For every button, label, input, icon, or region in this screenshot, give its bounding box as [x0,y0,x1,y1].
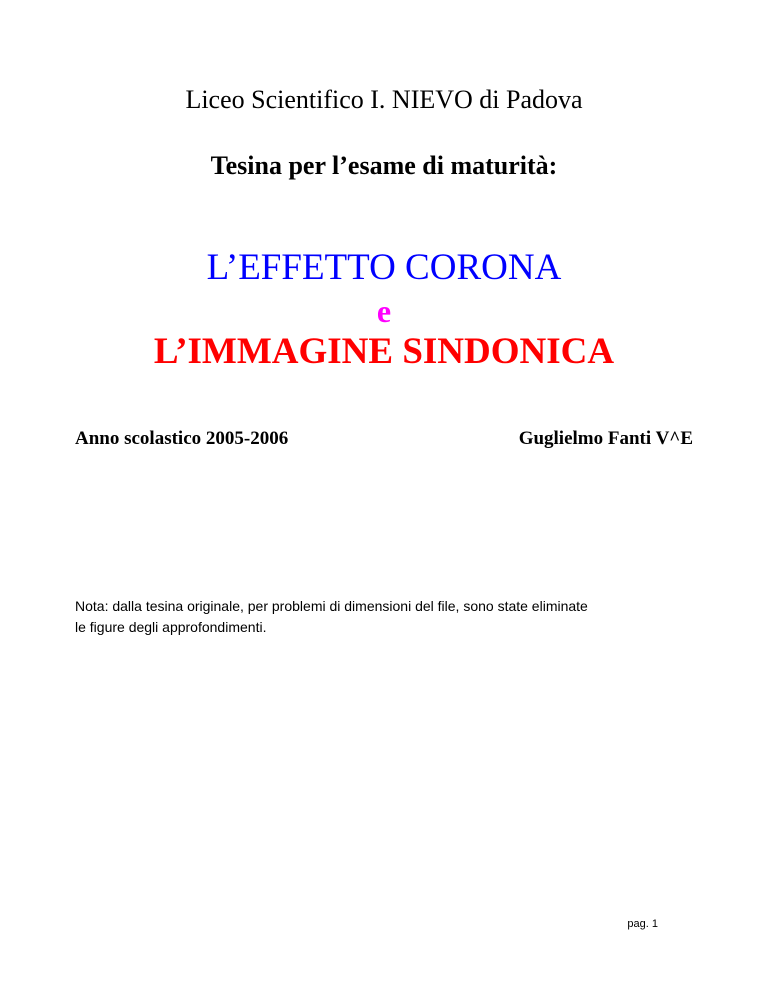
document-subtitle: Tesina per l’esame di maturità: [210,151,558,180]
note-line-2: le figure degli approfondimenti. [75,619,267,635]
title-line-effetto-corona: L’EFFETTO CORONA [206,247,562,288]
school-name: Liceo Scientifico I. NIEVO di Padova [185,85,583,114]
title-line-immagine-sindonica: L’IMMAGINE SINDONICA [153,331,615,372]
note-paragraph [75,596,715,638]
author-name: Guglielmo Fanti V^E [518,428,693,449]
title-line-conjunction: e [376,293,392,329]
page-number: pag. 1 [627,918,658,930]
school-year: Anno scolastico 2005-2006 [75,428,289,449]
note-line-1: Nota: dalla tesina originale, per problemi di dimensioni del file, sono state eliminate [75,598,588,614]
